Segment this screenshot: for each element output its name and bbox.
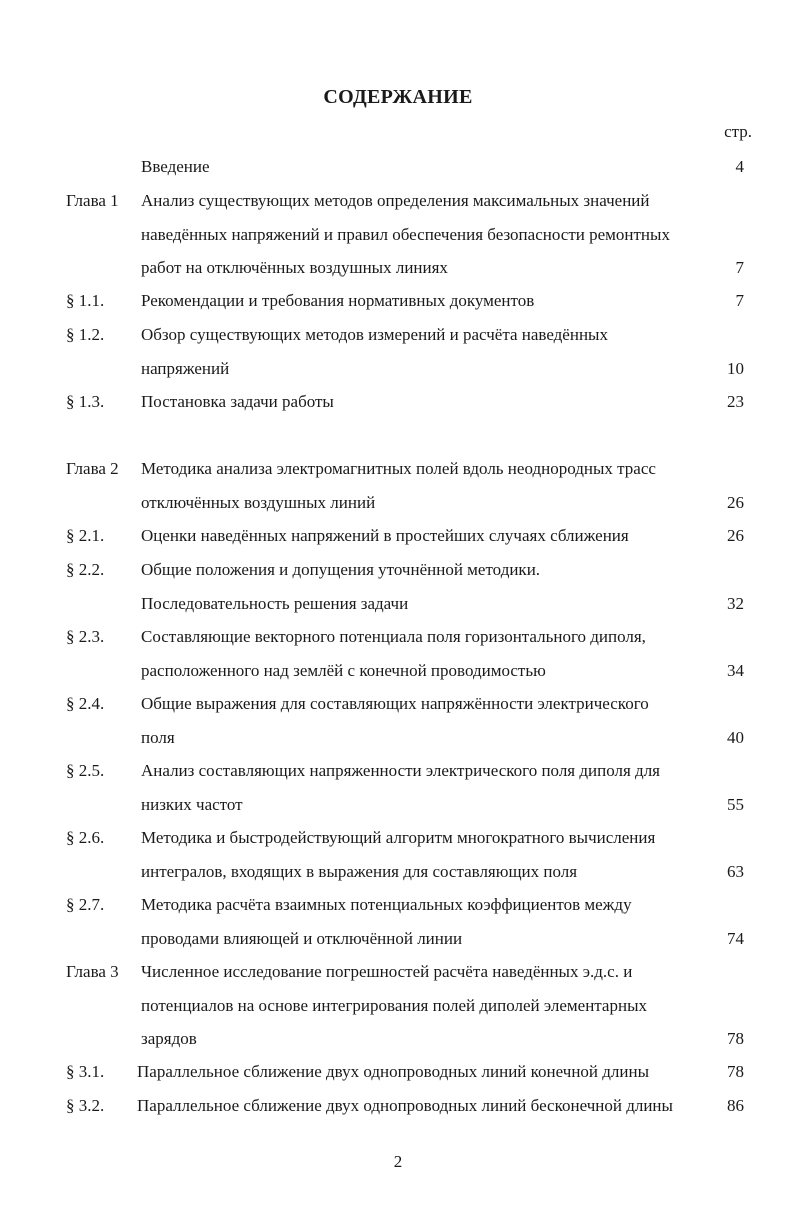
toc-entry-number: § 3.2. — [66, 1096, 105, 1115]
toc-entry-title: Последовательность решения задачи — [141, 593, 409, 613]
toc-entry-title: Параллельное сближение двух однопроводных линий конечной длины — [137, 1062, 650, 1081]
toc-line — [0, 354, 796, 384]
toc-entry-number: § 2.1. — [66, 526, 105, 545]
toc-entry-number: § 2.2. — [66, 560, 105, 579]
toc-entry-title: Методика анализа электромагнитных полей вдоль неоднородных трасс — [141, 459, 656, 478]
toc-entry-title: расположенного над землёй с конечной проводимостью — [141, 660, 546, 680]
toc-entry-title: поля — [141, 727, 175, 747]
toc-line — [0, 991, 796, 1021]
toc-entry-number: § 2.6. — [66, 828, 105, 847]
toc-entry-title: работ на отключённых воздушных линиях — [141, 258, 448, 277]
toc-line — [0, 857, 796, 887]
toc-line — [0, 1091, 796, 1121]
toc-line — [0, 488, 796, 518]
toc-entry-page: 40 — [727, 727, 744, 747]
toc-line — [0, 689, 796, 719]
toc-entry-page: 7 — [735, 291, 744, 310]
toc-entry-title: интегралов, входящих в выражения для составляющих поля — [141, 861, 578, 881]
toc-entry-number: § 1.2. — [66, 325, 105, 344]
toc-entry-page: 23 — [727, 392, 744, 411]
toc-entry-title: Введение — [141, 157, 210, 176]
toc-entry-page: 26 — [727, 492, 744, 512]
toc-entry-page: 4 — [735, 157, 744, 176]
toc-entry-number: § 3.1. — [66, 1062, 105, 1081]
toc-entry-title: Рекомендации и требования нормативных документов — [141, 291, 535, 310]
toc-entry-number: § 1.3. — [66, 392, 105, 411]
toc-line — [0, 622, 796, 652]
toc-line — [0, 152, 796, 182]
page-number: 2 — [393, 1152, 403, 1171]
toc-line — [0, 924, 796, 954]
toc-line — [0, 1057, 796, 1087]
toc-entry-title: Оценки наведённых напряжений в простейших случаях сближения — [141, 526, 629, 545]
toc-entry-number: Глава 1 — [66, 191, 119, 210]
toc-line — [0, 555, 796, 585]
toc-entry-page: 26 — [727, 526, 744, 545]
toc-entry-page: 34 — [727, 660, 744, 680]
toc-line — [0, 656, 796, 686]
toc-line — [0, 589, 796, 619]
toc-line — [0, 454, 796, 484]
toc-entry-title: напряжений — [141, 358, 230, 378]
toc-line — [0, 756, 796, 786]
toc-entry-title: потенциалов на основе интегрирования полей диполей элементарных — [141, 995, 647, 1015]
toc-entry-title: Общие положения и допущения уточнённой методики. — [141, 560, 541, 579]
toc-entry-title: Методика расчёта взаимных потенциальных коэффициентов между — [141, 895, 632, 914]
toc-entry-page: 7 — [735, 258, 744, 277]
toc-entry-title: наведённых напряжений и правил обеспечения безопасности ремонтных — [141, 224, 670, 244]
page-column-label: стр. — [724, 122, 752, 141]
toc-entry-number: Глава 2 — [66, 459, 119, 478]
toc-entry-number: Глава 3 — [66, 962, 119, 981]
toc-entry-number: § 2.5. — [66, 761, 105, 780]
toc-line — [0, 186, 796, 216]
toc-line — [0, 220, 796, 250]
toc-entry-title: Параллельное сближение двух однопроводных линий бесконечной длины — [137, 1096, 673, 1115]
toc-entry-page: 32 — [727, 593, 744, 613]
toc-entry-title: отключённых воздушных линий — [141, 492, 376, 512]
toc-entry-page: 63 — [727, 861, 744, 881]
toc-line — [0, 890, 796, 920]
toc-entry-page: 78 — [727, 1029, 744, 1048]
toc-entry-title: Общие выражения для составляющих напряжённости электрического — [141, 694, 649, 713]
toc-entry-title: Анализ существующих методов определения максимальных значений — [141, 191, 650, 210]
toc-entry-title: Составляющие векторного потенциала поля горизонтального диполя, — [141, 627, 646, 646]
toc-entry-number: § 1.1. — [66, 291, 105, 310]
toc-entry-page: 55 — [727, 794, 744, 814]
toc-entry-title: Численное исследование погрешностей расчёта наведённых э.д.с. и — [141, 962, 633, 981]
toc-line — [0, 823, 796, 853]
toc-entry-page: 78 — [727, 1062, 744, 1081]
toc-entry-title: зарядов — [141, 1029, 197, 1048]
toc-entry-title: Обзор существующих методов измерений и расчёта наведённых — [141, 325, 608, 344]
toc-entry-page: 10 — [727, 358, 744, 378]
toc-entry-page: 86 — [727, 1096, 744, 1115]
toc-entry-title: Анализ составляющих напряженности электрического поля диполя для — [141, 761, 660, 780]
toc-entry-number: § 2.3. — [66, 627, 105, 646]
toc-line — [0, 320, 796, 350]
toc-line — [0, 790, 796, 820]
toc-line — [0, 723, 796, 753]
toc-entry-number: § 2.4. — [66, 694, 105, 713]
toc-entry-title: низких частот — [141, 794, 243, 814]
toc-entry-title: проводами влияющей и отключённой линии — [141, 928, 463, 948]
toc-entry-number: § 2.7. — [66, 895, 105, 914]
toc-line — [0, 286, 796, 316]
toc-line — [0, 1024, 796, 1054]
toc-line — [0, 521, 796, 551]
toc-line — [0, 253, 796, 283]
toc-entry-title: Методика и быстродействующий алгоритм многократного вычисления — [141, 828, 656, 847]
page-title: СОДЕРЖАНИЕ — [323, 86, 473, 108]
toc-entry-page: 74 — [727, 928, 744, 948]
toc-line — [0, 387, 796, 417]
toc-entry-title: Постановка задачи работы — [141, 392, 334, 411]
toc-line — [0, 957, 796, 987]
